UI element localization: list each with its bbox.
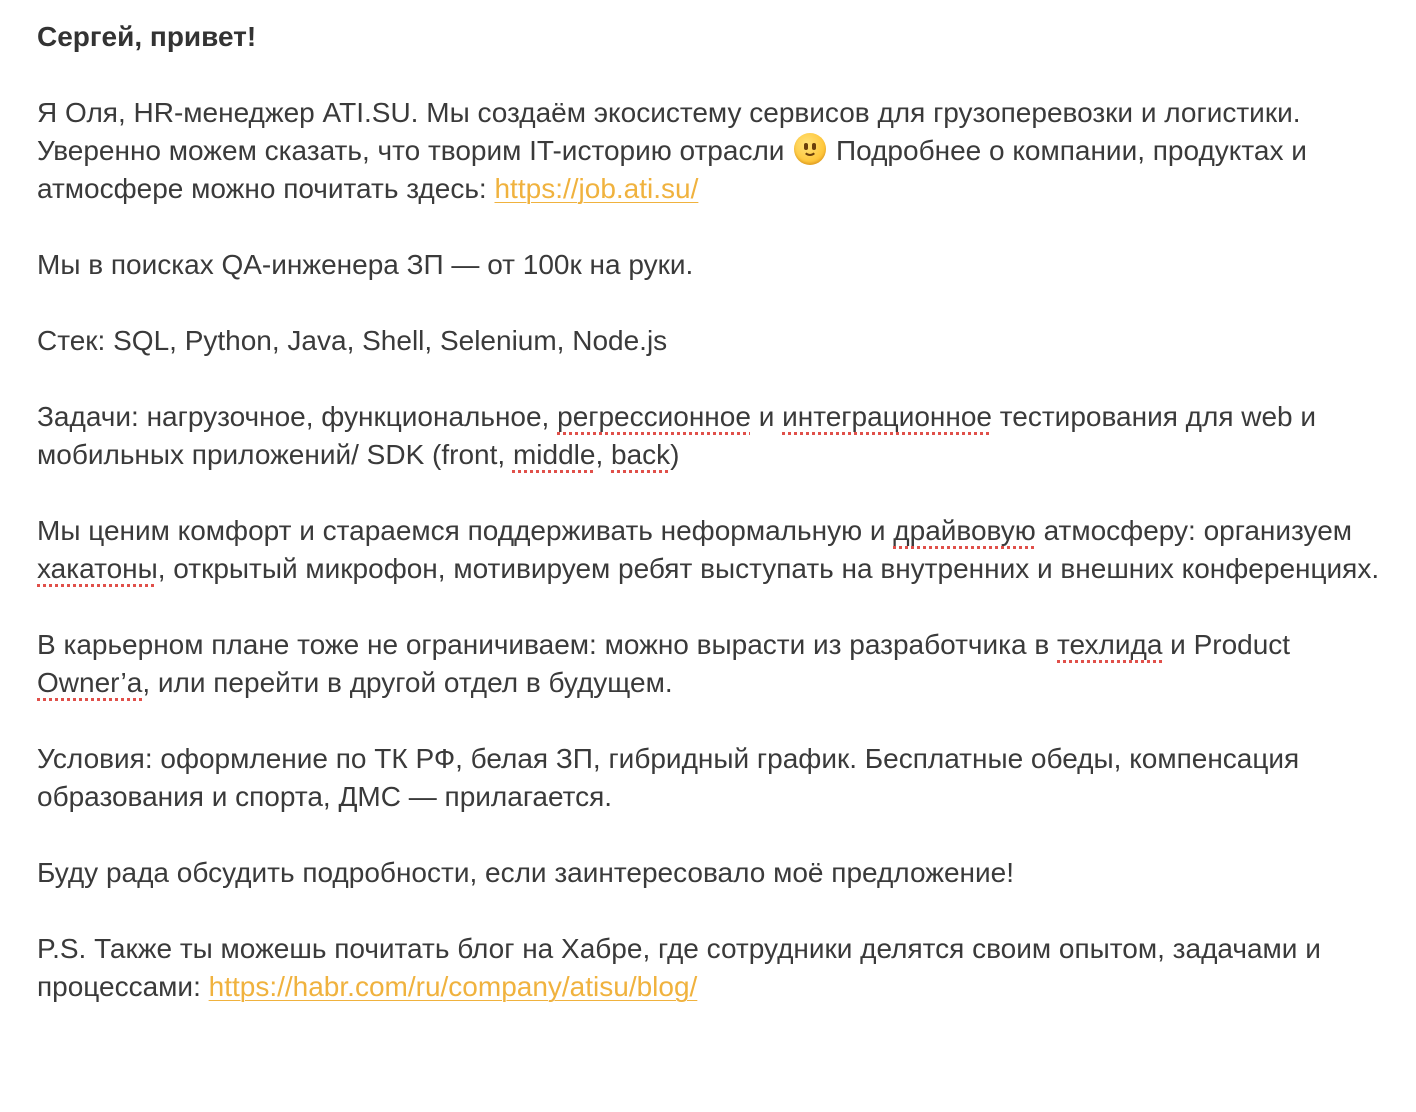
culture-text: атмосферу: организуем: [1035, 515, 1353, 546]
misspelled-word[interactable]: хакатоны: [37, 553, 158, 584]
career-paragraph: [37, 626, 1382, 702]
intro-paragraph: [37, 94, 1382, 208]
stack-paragraph: Стек: SQL, Python, Java, Shell, Selenium, Node.js: [37, 325, 668, 356]
culture-text: , открытый микрофон, мотивируем ребят выступать на внутренних и внешних конференциях.: [157, 553, 1380, 584]
tasks-text: ): [670, 439, 680, 470]
ps-paragraph: [37, 930, 1382, 1006]
tasks-text: тестирования для web и мобильных приложений/ SDK (front,: [37, 401, 1317, 470]
misspelled-word[interactable]: регрессионное: [557, 401, 751, 432]
slightly-smiling-face-icon: [794, 133, 826, 165]
tasks-text: и: [750, 401, 783, 432]
misspelled-word[interactable]: интеграционное: [782, 401, 992, 432]
tasks-paragraph: [37, 398, 1382, 474]
habr-blog-link[interactable]: https://habr.com/ru/company/atisu/blog/: [208, 971, 698, 1002]
career-text: и Product: [1162, 629, 1291, 660]
greeting: Сергей, привет!: [37, 21, 257, 52]
misspelled-word[interactable]: драйвовую: [893, 515, 1036, 546]
intro-text-continued: Подробнее о компании, продуктах и атмосфере можно почитать здесь:: [37, 135, 1307, 204]
culture-paragraph: [37, 512, 1382, 588]
job-site-link[interactable]: https://job.ati.su/: [494, 173, 699, 204]
closing-paragraph: Буду рада обсудить подробности, если заинтересовало моё предложение!: [37, 857, 1014, 888]
conditions-paragraph: Условия: оформление по ТК РФ, белая ЗП, гибридный график. Бесплатные обеды, компенсация образования и спорта, ДМС — прилагается.: [37, 743, 1300, 812]
email-body: [37, 18, 1382, 1044]
intro-text: Я Оля, HR-менеджер ATI.SU. Мы создаём экосистему сервисов для грузоперевозки и логистики. Уверенно можем сказать, что творим IT-историю отрасли: [37, 97, 1301, 166]
misspelled-word[interactable]: Owner’a: [37, 667, 143, 698]
career-text: В карьерном плане тоже не ограничиваем: можно вырасти из разработчика в: [37, 629, 1058, 660]
tasks-text: Задачи: нагрузочное, функциональное,: [37, 401, 558, 432]
misspelled-word[interactable]: back: [611, 439, 671, 470]
misspelled-word[interactable]: техлида: [1057, 629, 1163, 660]
misspelled-word[interactable]: middle: [512, 439, 596, 470]
culture-text: Мы ценим комфорт и стараемся поддерживать неформальную и: [37, 515, 894, 546]
career-text: , или перейти в другой отдел в будущем.: [142, 667, 673, 698]
ps-text: P.S. Также ты можешь почитать блог на Хабре, где сотрудники делятся своим опытом, задачами и процессами:: [37, 933, 1321, 1002]
vacancy-paragraph: Мы в поисках QA-инженера ЗП — от 100к на руки.: [37, 249, 694, 280]
tasks-text: ,: [595, 439, 611, 470]
